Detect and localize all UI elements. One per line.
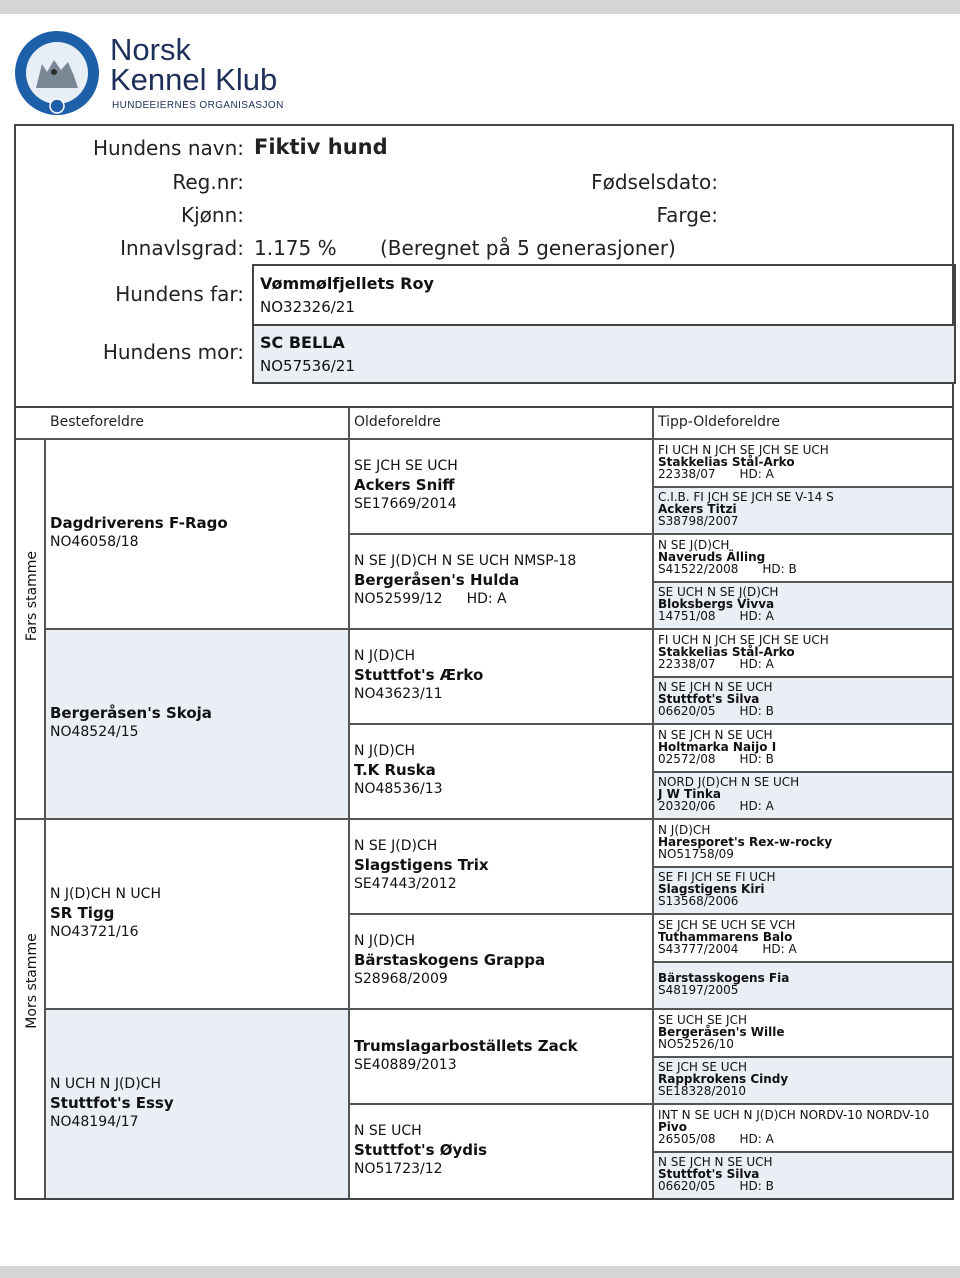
mother-reg: NO57536/21	[260, 357, 355, 375]
entry-name-text: Stuttfot's Øydis	[354, 1141, 488, 1159]
entry-reg-text: S41522/2008	[658, 561, 739, 576]
birth-label: Fødselsdato:	[591, 170, 718, 194]
entry-name-text: Stuttfot's Essy	[50, 1093, 174, 1112]
entry-title-text: N SE UCH	[354, 1123, 422, 1139]
entry-reg-text: NO46058/18	[50, 534, 139, 550]
entry-reg-text: S43777/2004	[658, 941, 739, 956]
entry-name-text: Naveruds Älling	[658, 549, 766, 564]
entry-reg-text: NO52526/10	[658, 1036, 734, 1051]
grid-line	[652, 676, 952, 678]
pedigree-entry	[50, 1075, 174, 1132]
entry-reg	[354, 1160, 487, 1179]
entry-title	[50, 1075, 174, 1094]
entry-name	[354, 476, 458, 495]
entry-name-text: Stakkelias Stål-Arko	[658, 644, 795, 659]
entry-name-text: Stuttfot's Silva	[658, 1167, 760, 1182]
entry-title-text: N SE JCH N SE UCH	[658, 1155, 773, 1170]
entry-title-text: SE JCH SE UCH	[658, 1060, 747, 1075]
grid-line	[652, 486, 952, 488]
father-name: Vømmølfjellets Roy	[260, 274, 434, 293]
entry-title	[354, 932, 545, 951]
entry-title-text: N J(D)CH	[658, 822, 711, 837]
grid-line	[652, 771, 952, 773]
entry-reg-text: NO51758/09	[658, 846, 734, 861]
entry-reg	[354, 1056, 578, 1075]
grid-line	[652, 1056, 952, 1058]
entry-title	[354, 1122, 487, 1141]
entry-reg	[658, 800, 958, 812]
entry-reg	[354, 970, 545, 989]
entry-reg	[354, 685, 483, 704]
hd-score: HD: B	[739, 1179, 774, 1194]
entry-title-text: SE UCH N SE J(D)CH	[658, 585, 779, 600]
entry-reg-text: NO48194/17	[50, 1113, 139, 1130]
entry-title-text: SE JCH SE UCH	[354, 458, 458, 474]
reg-label: Reg.nr:	[172, 170, 244, 194]
grid-line	[652, 581, 952, 583]
pedigree-entry	[354, 742, 443, 799]
entry-name-text: Bergeråsen's Hulda	[354, 571, 520, 589]
entry-reg	[658, 705, 958, 717]
entry-reg-text: NO48524/15	[50, 724, 139, 740]
entry-title-text: FI UCH N JCH SE JCH SE UCH	[658, 442, 829, 457]
pedigree-entry	[354, 552, 576, 609]
entry-title-text: N SE J(D)CH	[658, 537, 730, 552]
great-great-grandparent-entry	[658, 1109, 958, 1145]
grid-line	[652, 533, 952, 535]
entry-name	[50, 904, 161, 923]
hd-score: HD: B	[762, 561, 797, 576]
entry-name	[354, 1141, 487, 1160]
entry-reg	[50, 533, 228, 552]
entry-reg	[658, 1038, 958, 1050]
pedigree-entry	[354, 932, 545, 989]
entry-title	[658, 1109, 958, 1121]
entry-name	[354, 1037, 578, 1056]
entry-reg	[50, 723, 212, 742]
hd-score: HD: B	[739, 751, 774, 766]
entry-reg	[658, 515, 958, 527]
grid-line	[652, 1151, 952, 1153]
sex-label: Kjønn:	[181, 203, 244, 227]
entry-reg-text: 20320/06	[658, 799, 716, 814]
entry-name-text: Bärstaskogens Grappa	[354, 951, 546, 969]
entry-title-text: N J(D)CH N UCH	[50, 885, 161, 902]
entry-name-text: Stakkelias Stål-Arko	[658, 454, 795, 469]
hd-score: HD: A	[739, 609, 774, 624]
entry-reg-text: NO48536/13	[354, 781, 443, 797]
entry-title-text: N SE JCH N SE UCH	[658, 680, 773, 695]
entry-name-text: Haresporet's Rex-w-rocky	[658, 834, 833, 849]
entry-title-text: N J(D)CH	[354, 933, 416, 949]
pedigree-entry	[354, 647, 483, 704]
dog-name: Fiktiv hund	[254, 135, 388, 159]
entry-reg-text: SE18328/2010	[658, 1084, 746, 1099]
great-great-grandparent-entry	[658, 681, 958, 717]
great-great-grandparent-entry	[658, 444, 958, 480]
entry-name	[354, 856, 489, 875]
entry-reg	[354, 590, 576, 609]
entry-reg-text: NO52599/12	[354, 591, 443, 607]
col-header-great-grandparents: Oldeforeldre	[354, 414, 441, 430]
entry-name-text: Bloksbergs Vivva	[658, 597, 775, 612]
hd-score: HD: A	[739, 656, 774, 671]
mother-name: SC BELLA	[260, 333, 345, 352]
pedigree-entry	[50, 885, 161, 942]
entry-title-text: C.I.B. FI JCH SE JCH SE V-14 S	[658, 490, 834, 505]
entry-reg	[658, 848, 958, 860]
entry-reg-text: SE40889/2013	[354, 1056, 457, 1073]
entry-reg-text: 06620/05	[658, 1179, 716, 1194]
great-great-grandparent-entry	[658, 871, 958, 907]
entry-reg	[658, 753, 958, 765]
great-great-grandparent-entry	[658, 919, 958, 955]
entry-title-text: N SE JCH N SE UCH	[658, 727, 773, 742]
entry-reg	[354, 495, 458, 514]
entry-reg	[658, 943, 958, 955]
hd-score: HD: A	[739, 1131, 774, 1146]
entry-name-text: Rappkrokens Cindy	[658, 1072, 789, 1087]
father-label: Hundens far:	[115, 282, 244, 306]
col-header-grandparents: Besteforeldre	[50, 414, 145, 430]
entry-name-text: Slagstigens Trix	[354, 856, 489, 874]
entry-reg-text: SE47443/2012	[354, 876, 457, 892]
entry-reg-text: S13568/2006	[658, 894, 739, 909]
entry-title-text: SE FI JCH SE FI UCH	[658, 870, 776, 885]
entry-title-text: N J(D)CH	[354, 648, 416, 664]
brand-line-2: Kennel Klub	[110, 62, 278, 97]
grid-line	[652, 913, 952, 915]
entry-name-text: SR Tigg	[50, 903, 115, 922]
entry-reg-text: 02572/08	[658, 751, 716, 766]
father-box	[252, 264, 956, 326]
great-great-grandparent-entry	[658, 776, 958, 812]
entry-reg	[658, 1180, 958, 1192]
entry-name-text: Pivo	[658, 1119, 687, 1134]
entry-title-text: N UCH N J(D)CH	[50, 1075, 161, 1092]
entry-name-text: Bergeråsen's Wille	[658, 1024, 785, 1039]
inbreeding-label: Innavlsgrad:	[120, 236, 244, 260]
hd-score: HD: B	[739, 704, 774, 719]
grid-line	[652, 723, 952, 725]
side-label-mother: Mors stamme	[24, 933, 40, 1029]
great-great-grandparent-entry	[658, 1061, 958, 1097]
pedigree-table	[14, 406, 954, 1200]
dog-info-box	[14, 124, 954, 406]
inbreeding-note: (Beregnet på 5 generasjoner)	[380, 236, 676, 260]
entry-reg	[658, 563, 958, 575]
entry-name-text: Tuthammarens Balo	[658, 929, 793, 944]
great-great-grandparent-entry	[658, 1014, 958, 1050]
mother-box	[252, 324, 956, 384]
entry-reg	[658, 895, 958, 907]
entry-title	[354, 647, 483, 666]
entry-reg	[50, 923, 161, 942]
entry-reg	[658, 1133, 958, 1145]
entry-reg-text: 14751/08	[658, 609, 716, 624]
great-great-grandparent-entry	[658, 1156, 958, 1192]
entry-title	[354, 457, 458, 476]
entry-name-text: Bärstasskogens Fia	[658, 971, 790, 986]
entry-name-text: Bergeråsen's Skoja	[50, 704, 212, 722]
entry-name	[50, 1094, 174, 1113]
entry-title-text: FI UCH N JCH SE JCH SE UCH	[658, 632, 829, 647]
entry-name-text: Stuttfot's Ærko	[354, 666, 484, 684]
father-reg: NO32326/21	[260, 298, 355, 316]
entry-title-text: NORD J(D)CH N SE UCH	[658, 775, 800, 790]
grid-line	[348, 408, 350, 1198]
great-great-grandparent-entry	[658, 539, 958, 575]
side-label-father: Fars stamme	[24, 550, 40, 642]
great-great-grandparent-entry	[658, 824, 958, 860]
mother-label: Hundens mor:	[102, 340, 244, 364]
entry-reg-text: 22338/07	[658, 466, 716, 481]
entry-title-text: N SE J(D)CH	[354, 838, 438, 854]
pedigree-entry	[354, 1122, 487, 1179]
entry-name	[50, 704, 212, 723]
great-great-grandparent-entry	[658, 586, 958, 622]
great-great-grandparent-entry	[658, 634, 958, 670]
brand-line-1: Norsk	[110, 32, 191, 67]
pedigree-entry	[354, 1037, 578, 1075]
grid-line	[652, 818, 952, 820]
entry-reg	[354, 780, 443, 799]
entry-reg	[354, 875, 489, 894]
great-great-grandparent-entry	[658, 729, 958, 765]
entry-name-text: Stuttfot's Silva	[658, 692, 760, 707]
entry-title-text: N J(D)CH	[354, 743, 416, 759]
entry-title	[354, 552, 576, 571]
entry-name-text: Ackers Titzi	[658, 502, 737, 517]
entry-reg	[658, 984, 958, 996]
grid-line	[652, 961, 952, 963]
entry-reg-text: NO43721/16	[50, 923, 139, 940]
entry-title-text: SE UCH SE JCH	[658, 1012, 747, 1027]
top-strip	[0, 0, 960, 14]
entry-title	[50, 885, 161, 904]
entry-title-text: N SE J(D)CH N SE UCH NMSP-18	[354, 553, 577, 569]
entry-reg-text: 26505/08	[658, 1131, 716, 1146]
entry-reg-text: NO43623/11	[354, 686, 443, 702]
great-great-grandparent-entry	[658, 972, 958, 996]
entry-title-text: SE JCH SE UCH SE VCH	[658, 917, 796, 932]
hd-score: HD: A	[762, 941, 797, 956]
entry-title	[354, 837, 489, 856]
entry-reg	[658, 658, 958, 670]
entry-reg	[658, 468, 958, 480]
brand-tagline: HUNDEEIERNES ORGANISASJON	[112, 100, 284, 111]
entry-name-text: T.K Ruska	[354, 761, 436, 779]
entry-reg-text: NO51723/12	[354, 1161, 443, 1177]
entry-reg-text: S48197/2005	[658, 983, 739, 998]
grid-line	[16, 438, 952, 440]
bottom-strip	[0, 1266, 960, 1278]
pedigree-entry	[50, 704, 212, 742]
entry-name-text: Holtmarka Naijo I	[658, 739, 777, 754]
hd-score: HD: A	[466, 591, 507, 607]
entry-reg-text: 22338/07	[658, 656, 716, 671]
entry-reg	[50, 1113, 174, 1132]
entry-name	[354, 571, 576, 590]
entry-reg	[658, 1085, 958, 1097]
entry-reg-text: 06620/05	[658, 704, 716, 719]
pedigree-entry	[354, 457, 458, 514]
entry-reg-text: SE17669/2014	[354, 496, 457, 512]
great-great-grandparent-entry	[658, 491, 958, 527]
entry-name-text: Slagstigens Kiri	[658, 882, 765, 897]
col-header-great-great-grandparents: Tipp-Oldeforeldre	[658, 414, 781, 430]
entry-name	[50, 514, 228, 533]
pedigree-entry	[354, 837, 489, 894]
inbreeding-value: 1.175 %	[254, 236, 337, 260]
entry-name-text: Dagdriverens F-Rago	[50, 514, 228, 532]
hd-score: HD: A	[739, 466, 774, 481]
pedigree-entry	[50, 514, 228, 552]
entry-name	[354, 951, 545, 970]
grid-line	[652, 628, 952, 630]
grid-line	[652, 1103, 952, 1105]
grid-line	[652, 866, 952, 868]
entry-name	[354, 761, 443, 780]
entry-title	[354, 742, 443, 761]
entry-name	[354, 666, 483, 685]
entry-title-text: INT N SE UCH N J(D)CH NORDV-10 NORDV-10	[658, 1107, 930, 1122]
entry-name-text: J W Tinka	[658, 787, 721, 802]
entry-reg-text: S28968/2009	[354, 971, 448, 987]
entry-name-text: Trumslagarboställets Zack	[354, 1036, 578, 1055]
grid-line	[652, 1008, 952, 1010]
color-label: Farge:	[656, 203, 718, 227]
name-label: Hundens navn:	[92, 136, 244, 160]
entry-name-text: Ackers Sniff	[354, 476, 455, 494]
hd-score: HD: A	[739, 799, 774, 814]
grid-line	[652, 408, 654, 1198]
nkk-logo-icon	[14, 30, 100, 116]
entry-reg	[658, 610, 958, 622]
entry-reg-text: S38798/2007	[658, 514, 739, 529]
